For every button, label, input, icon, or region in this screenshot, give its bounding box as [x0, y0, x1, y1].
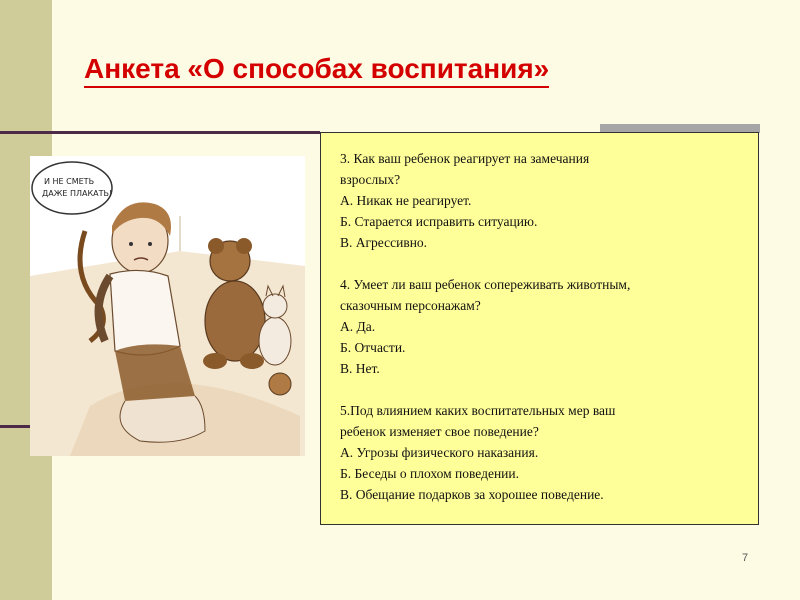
- answer-option: Б. Отчасти.: [340, 340, 406, 355]
- answer-option: А. Угрозы физического наказания.: [340, 445, 539, 460]
- question-text-line: 3. Как ваш ребенок реагирует на замечания: [340, 151, 590, 166]
- question-5: [340, 400, 742, 505]
- bubble-line-2: ДАЖЕ ПЛАКАТЬ!: [42, 189, 113, 198]
- slide-title: Анкета «О способах воспитания»: [84, 52, 549, 88]
- answer-option: В. Нет.: [340, 361, 380, 376]
- question-3: [340, 148, 742, 253]
- question-text-line: сказочным персонажам?: [340, 298, 481, 313]
- bubble-line-1: И НЕ СМЕТЬ: [44, 177, 95, 186]
- answer-option: В. Агрессивно.: [340, 235, 428, 250]
- page-number: 7: [742, 552, 749, 564]
- top-divider: [0, 131, 320, 134]
- answer-option: А. Никак не реагирует.: [340, 193, 472, 208]
- question-text-line: взрослых?: [340, 172, 401, 187]
- questionnaire-panel: [320, 132, 759, 525]
- question-text-line: 4. Умеет ли ваш ребенок сопереживать животным,: [340, 277, 631, 292]
- question-4: [340, 274, 742, 379]
- answer-option: Б. Старается исправить ситуацию.: [340, 214, 538, 229]
- answer-option: В. Обещание подарков за хорошее поведение.: [340, 487, 604, 502]
- question-text-line: ребенок изменяет свое поведение?: [340, 424, 539, 439]
- cartoon-illustration: [30, 156, 305, 456]
- question-text-line: 5.Под влиянием каких воспитательных мер ваш: [340, 403, 616, 418]
- answer-option: Б. Беседы о плохом поведении.: [340, 466, 520, 481]
- answer-option: А. Да.: [340, 319, 376, 334]
